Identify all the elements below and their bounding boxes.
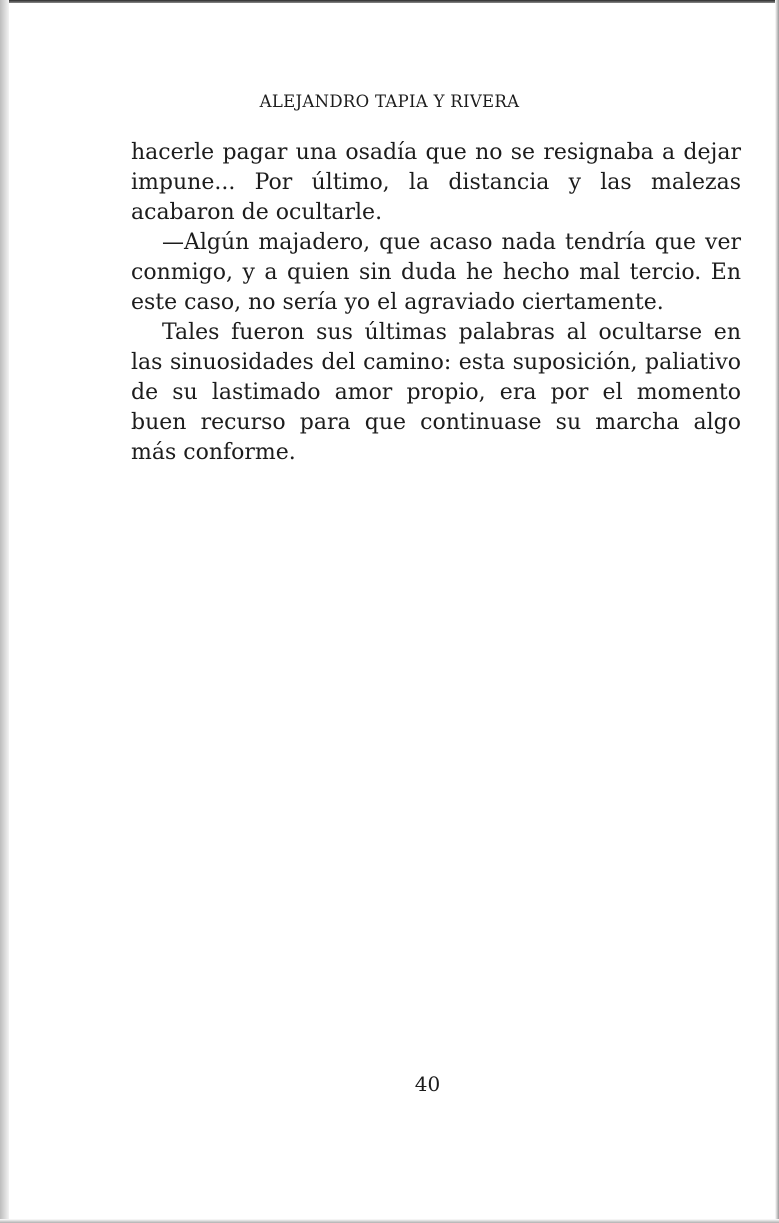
page-left-edge (0, 0, 9, 1223)
page-right-edge (775, 0, 779, 1223)
body-text (131, 138, 741, 468)
running-head: ALEJANDRO TAPIA Y RIVERA (259, 92, 520, 111)
page-bottom-edge (0, 1219, 779, 1223)
page-number: 40 (414, 1072, 441, 1096)
paragraph-dialogue: —Algún majadero, que acaso nada tendría que ver conmigo, y a quien sin duda he hecho mal tercio. En este caso, no sería yo el agraviado ciertamente. (131, 230, 741, 315)
paragraph-continuation: hacerle pagar una osadía que no se resignaba a dejar impune... Por último, la distancia y las malezas acabaron de ocultarle. (131, 140, 741, 225)
page-top-edge (0, 0, 779, 3)
paragraph-narration: Tales fueron sus últimas palabras al ocultarse en las sinuosidades del camino: esta suposición, paliativo de su lastimado amor propio, era por el momento buen recurso para que continuase su marcha algo más conforme. (131, 320, 741, 465)
